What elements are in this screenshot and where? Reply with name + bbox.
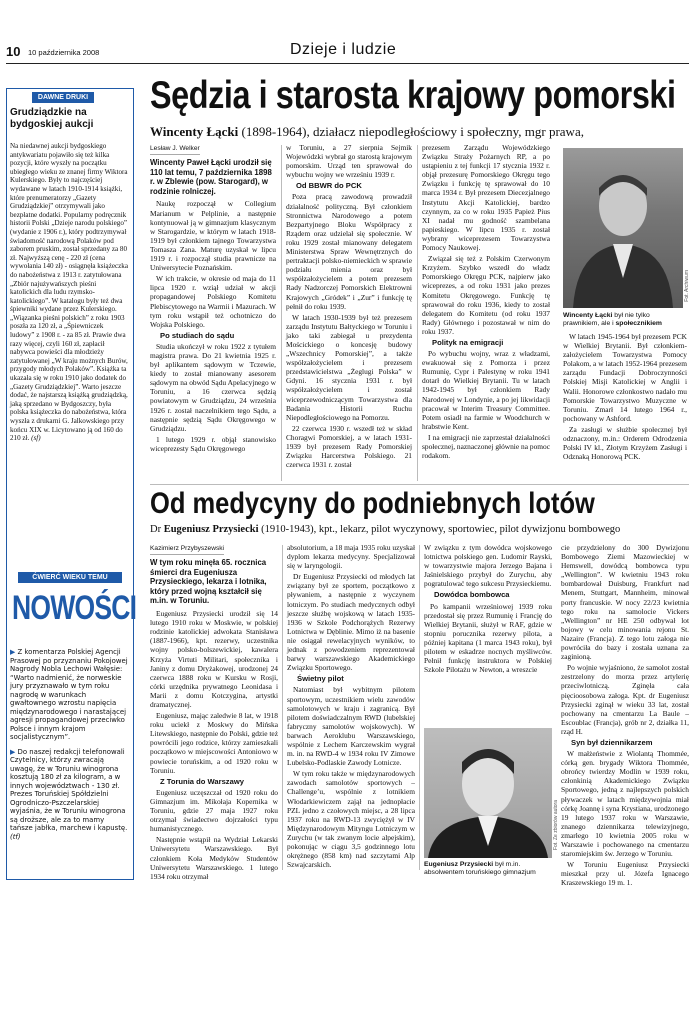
article2-col3 (424, 543, 552, 676)
article2-p10: Po kampanii wrześniowej 1939 roku przedostał się przez Rumunię i Francję do Wielkiej Brytanii, służył w RAF, gdzie w stopniu porucznika rezerwy pilota, a później kapitana (1 marca 1943 roku), był pilotem w eskadrze nocnych myśliwców. Pełnił funkcję instruktora w Polskiej Szkole Pilotażu w Newton, a wreszcie (424, 601, 552, 675)
article2-col1 (150, 543, 278, 883)
article2-sub1: Z Torunia do Warszawy (160, 776, 244, 786)
article1-p11: Po wybuchu wojny, wraz z władzami, ewakuował się z Pomorza i przez Rumunię, Cypr i Palestynę w roku 1941 dotarł do Wielkiej Brytanii. Tu w latach 1942-1945 był członkiem Rady Narodowej w Londynie, a po jej likwidacji pracował w Interim Treasury Committee. Potem osiadł na farmie w Woodchurch w hrabstwie Kent. (422, 349, 550, 431)
article2-subheadline-name: Eugeniusz Przysiecki (163, 524, 259, 535)
article1-p12: I na emigracji nie zaprzestał działalności społecznej, naznaczonej głównie na pomoc rodakom. (422, 432, 550, 461)
article2-author: Kazimierz Przybyszewski (150, 544, 224, 555)
sidebar-auction-body: Na niedawnej aukcji bydgoskiego antykwariatu pojawiło się też kilka pozycji, które wyszły na początku ubiegłego wieku ze znanej firmy Wiktora Kulerskiego. Były to najczęściej wydawane w latach 1910-1914 książki, które prenumeratorzy „Gazety Grudziądzkiej” otrzymywali jako bezpłatne dodatki. Popularny podręcznik historii Polski „Dzieje narodu polskiego” (wydanie z 1906 r.), który podtrzymywał świadomość narodową Polaków pod zaborem pruskim, został sprzedany za 80 zł. Najwyższą cenę - 220 zł (cena wywołania 140 zł) - osiągnęła książeczka do nabożeństwa z 1913 r. zatytułowana „Zbiór najużywańszych pieśni katolickich dla ludu rzymsko-katolickiego”. W katalogu były też dwa śpiewniki wydane przez Kulerskiego. „Wiązanka pieśni polskich” z roku 1903 poszła za 120 zł, a „Śpiewniczek ludowy” z 1908 r. - za 85 zł. Prawie dwa razy więcej, czyli 160 zł, zapłacił nabywca powieści dla młodzieży zatytułowanej „W kraju możnych Burów, przygody młodych Polaków”. Książka ta ukazała się w roku 1910 jako dodatek do „Gazety Grudziądzkiej”. Warto jeszcze dodać, że najstarszą książką grudziądzką, jaką sprzedano w Bydgoszczy, była polska książeczka do nabożeństwa, która wyszła z drukarni G. Jalkowskiego przy końcu XIX w. Licytowano ją od 160 do 210 zł. (10, 142, 128, 443)
article1-p13: W latach 1945-1964 był prezesem PCK w Wielkiej Brytanii. Był członkiem-założycielem Towarzystwa Pomocy Polakom, a w latach 1952-1964 prezesem zarządu Fundacji Dobroczynności Polskiej Misji Katolickiej w Anglii i Walii. Honorowe członkostwo nadało mu Pomorskie Towarzystwo Muzyczne w Toruniu. Zmarł 14 lutego 1964 r., pochowany w Ashford. (563, 332, 687, 423)
article2-p13: W małżeństwie z Wiolantą Thommée, córką gen. brygady Wiktora Thommée, obrońcy twierdzy Modlin w 1939 roku, członkinią Akademickiego Związku Sportowego, jedną z najlepszych polskich pływaczek w latach międzywojnia miał córkę Joannę i syna Krystiana, urodzonego 19 lutego 1937 roku w Warszawie, znanego dziennikarza telewizyjnego, zmarłego 10 kwietnia 2005 roku w Warszawie i pochowanego na cmentarzu staromiejskim św. Jerzego w Toruniu. (561, 749, 689, 859)
article2-lead: W tym roku minęła 65. rocznica śmierci dra Eugeniusza Przysieckiego, lekarza i lotnika, który przed wojną kształcił się m.in. w Toruniu. (150, 558, 267, 606)
article1-sub3: Polityk na emigracji (432, 337, 504, 347)
sidebar-title-auction: Grudziądzkie na bydgoskiej aukcji (10, 107, 94, 130)
article2-sub2: Świetny pilot (297, 674, 344, 684)
sidebar-news-list (10, 648, 128, 841)
article1-sub1: Po studiach do sądu (160, 330, 235, 340)
article2-sub4: Syn był dziennikarzem (571, 737, 653, 747)
article2-subheadline-rest: (1910-1943), kpt., lekarz, pilot wyczynowy, sportowiec, pilot dywizjonu bombowego (258, 524, 621, 535)
article2-p11: cie przydzielony do 300 Dywizjonu Bombowego Ziemi Mazowieckiej w Hemswell, dowódcą bombowca typu „Wellington”. W kwietniu 1943 roku bombardował Duisburg, Frankfurt nad Menem, Stuttgart, Mannheim, minował porty francuskie. W nocy 22/23 kwietnia tego roku na samolocie Vickers „Wellington” nr HE 250 odbywał lot bojowy w celu minowania rejonu St. Nazaire (Francja). Z tego lotu załoga nie powróciła do bazy i została uznana za zaginioną. (561, 543, 689, 662)
article1-col3 (422, 143, 550, 462)
article2-p8: W tym roku także w międzynarodowych zawodach samolotów sportowych – Challenge’u, wspólnie z lotnikiem Włodarkiewiczem zajął na jednopłacie PZL jedno z czołowych miejsc, a 28 lipca 1937 roku na RWD-13 zwyciężył w IV Międzynarodowym Mityngu Lotniczym w Zurychu (w tak zwanym locie alpejskim), pokonując w ciągu 3,5 godzinnego lotu okrężnego (858 km) nad szczytami Alp Szwajcarskich. (287, 769, 415, 870)
page-date: 10 października 2008 (28, 48, 100, 57)
article1-col4 (563, 332, 687, 463)
article2-sub3: Dowódca bombowca (434, 590, 510, 600)
article2-p5: absolutorium, a 18 maja 1935 roku uzyskał dyplom lekarza medycyny. Specjalizował się w laryngologii. (287, 543, 415, 571)
article1-subheadline-rest: (1898-1964), działacz niepodległościowy i społeczny, mgr prawa, (238, 124, 584, 139)
photo2-credit: Fot. Ze zbiorów autora (553, 800, 559, 851)
photo2-caption-name: Eugeniusz Przysiecki (424, 861, 494, 868)
article1-p4: 1 lutego 1929 r. objął stanowisko wiceprezesty Sądu Okręgowego (150, 434, 276, 453)
article2-headline: Od medycyny do podniebnych lotów (150, 487, 595, 520)
photo1-caption-mid: był nie tylko prawnikiem, ale i (563, 312, 650, 328)
article2-p4: Następnie wstąpił na Wydział Lekarski Uniwersytetu Warszawskiego. Był członkiem Koła Medyków Studentów Uniwersytetu Warszawskiego. 1 lutego 1934 roku otrzymał (150, 835, 278, 881)
article2-p14: W Toruniu Eugeniusz Przysiecki mieszkał przy ul. Józefa Ignacego Kraszewskiego 19 m. 1. (561, 860, 689, 888)
bullet-icon: ▶ (10, 648, 16, 656)
photo1-caption-name: Wincenty Łącki (563, 312, 613, 319)
portrait-icon (424, 728, 552, 858)
news-item-nobel-text: Z komentarza Polskiej Agencji Prasowej po przyznaniu Pokojowej Nagrody Nobla Lechowi Wałęsie: “Warto nadmienić, że norweskie jury przyznawało w tym roku nagrodę w warunkach gwałtownego wzrostu napięcia międzynarodowego i narastającej agresji propagandowej przeciwko Polsce i innym krajom socjalistycznym”. (10, 648, 128, 741)
article2-p2: Eugeniusz, mając zaledwie 8 lat, w 1918 roku uciekł z Moskwy do Mińska Litewskiego, następnie do Polski, gdzie też powrócili jego rodzice, którzy zamieszkali początkowo w miejscowości Antoniowo w powiecie toruńskim, a od 1920 roku w Toruniu. (150, 711, 278, 775)
article1-col2 (286, 143, 412, 471)
article1-p3: Studia ukończył w roku 1922 z tytułem magistra prawa. Do 21 kwietnia 1925 r. był aplikantem sądowym w Tczewie, kiedy to został mianowany asesorem sądowym na obwód Sądu Apelacyjnego w Toruniu, a 16 czerwca sędzią powiatowym w Grudziądzu, 24 września 1926 r. został naczelnikiem tego Sądu, a następnie sędzią Sądu Okręgowego w Grudziądzu. (150, 341, 276, 433)
article1-p6: Poza pracą zawodową prowadził działalność polityczną. Był członkiem Stronnictwa Narodowego a potem Bezpartyjnego Bloku Współpracy z Rządem oraz udzielał się społecznie. W roku 1929 został mianowany delegatem Ministerstwa Spraw Wewnętrznych do pertraktacji polsko-niemieckich w sprawie podziału mienia oraz był współzałożycielem a potem prezesem Rady Nadzorczej Pomorskich Elektrowni Krajowych „Gródek” i „Zur” i funkcję tę pełnił do roku 1939. (286, 192, 412, 311)
article2-col2 (287, 543, 415, 871)
article1-sub2: Od BBWR do PCK (296, 181, 362, 191)
article1-subheadline-name: Wincenty Łącki (150, 124, 239, 139)
article2-p1: Eugeniusz Przysiecki urodził się 14 lutego 1910 roku w Moskwie, w polskiej rodzinie katolickiej adwokata Stanisława (1887-1966), kpt. rezerwy, uczestnika wojny polsko-bolszewickiej, kawalera Krzyża Virtuti Militari, społecznika i Janiny z domu Dryżakowej, urodzonej 24 czerwca 1888 roku w Kursku w Rosji, córki urzędnika prywatnego Leonidasa i Marii z domu Kotczygina, artystki dramatycznej. (150, 609, 278, 709)
article2-col4 (561, 543, 689, 889)
news-item-nobel (10, 648, 128, 742)
portrait-icon (563, 148, 683, 308)
article1-p9: prezesem Zarządu Wojewódzkiego Związku Straży Pożarnych RP, a po ustąpieniu z tej funkcji 17 stycznia 1932 r. objął prezesurę Pomorskiego Okręgu tego Związku i funkcję tę sprawował do 10 marca 1934 r. Był prezesem Diecezjalnego Instytutu Akcji Katolickiej, bardzo czynnym, za co w roku 1935 Papież Pius XI nadał mu godność szambelana papieskiego. W lipcu 1935 r. został wybrany wiceprezesem Towarzystwa Pomocy Naukowej. (422, 143, 550, 253)
article1-p10: Związał się też z Polskim Czerwonym Krzyżem. Szybko wszedł do władz Pomorskiego Okręgu PCK, najpierw jako wiceprezes, a od roku 1931 jako prezes Komitetu Okręgowego. Funkcję tę sprawował do roku 1936, kiedy to został delegatem do Komitetu (od roku 1937 Rady) Głównego i pozostawał w nim do roku 1937. (422, 254, 550, 336)
article-divider (150, 484, 689, 485)
article1-headline: Sędzia i starosta krajowy pomorski (150, 74, 676, 117)
photo1-caption-end: społecznikiem (615, 320, 662, 328)
article2-p3: Eugeniusz uczęszczał od 1920 roku do Gimnazjum im. Mikołaja Kopernika w Toruniu, gdzie 27 maja 1927 roku otrzymał świadectwo dojrzałości typu humanistycznego. (150, 787, 278, 834)
news-item-grapes (10, 748, 128, 842)
section-title: Dzieje i ludzie (290, 41, 397, 58)
sidebar-text-auction (10, 142, 128, 443)
news-item-grapes-text: Do naszej redakcji telefonowali Czytelnicy, którzy zwracają uwagę, że w Toruniu winogrona kosztują 180 zł za kilogram, a w innych województwach - 130 zł. Prezes Toruńskiej Spółdzielni Ogrodniczo-Pszczelarskiej wyjaśnia, że w Toruniu winogrona są droższe, ale za to mamy tańsze jabłka, marchew i kapustę. (10, 747, 128, 832)
header-rule (6, 63, 689, 64)
article2-p6: Dr Eugeniusz Przysiecki od młodych lat związany był ze sportem, początkowo z pływaniem, a następnie z wyczynem lotniczym. Po studiach medycznych odbył jeszcze służbę wojskową w latach 1935-1936 w Szkole Podchorążych Rezerwy Lotnictwa w Dęblinie. Mimo iż na basenie nie osiągał rewelacyjnych wyników, to jednak z powodzeniem reprezentował barwy warszawskiego Akademickiego Związku Sportowego. (287, 572, 415, 673)
article2-p7: Natomiast był wybitnym pilotem sportowym, uczestnikiem wielu zawodów samolotowych w kraju i zagranicą. Był pilotem doświadczalnym RWD (lubelskiej fabryczny samolotów wojskowych). W barwach Aeroklubu Warszawskiego, wspólnie z Lechem Karczewskim wygrał m. in. na RWD-4 w 1934 roku IV Zimowe Lubelsko-Podlaskie Zawody Lotnicze. (287, 685, 415, 768)
article1-col1 (150, 143, 276, 455)
article2-subheadline-pre: Dr (150, 524, 164, 535)
photo1-caption (563, 312, 687, 329)
photo2-caption-rest: był m.in. absolwentem toruńskiego gimnazjum (424, 861, 536, 877)
sidebar-tag-cwierc-wieku: ĆWIERĆ WIEKU TEMU (18, 572, 122, 583)
photo-eugeniusz-przysiecki (424, 728, 552, 858)
sidebar-tag-dawne-druki: DAWNE DRUKI (32, 92, 94, 103)
photo1-credit: Fot. Archiwum (684, 270, 690, 302)
photo-wincenty-lacki (563, 148, 683, 308)
article1-p1: Naukę rozpoczął w Collegium Marianum w Pelplinie, a następnie kontynuował ją w gimnazjum klasycznym w Starogardzie, w którym w latach 1918-1919 był członkiem tajnego Towarzystwa Tomasza Zana. Maturę uzyskał w lipcu 1919 r. i rozpoczął studia prawnicze na Uniwersytecie Poznańskim. (150, 199, 276, 273)
article2-p9: W związku z tym dowódca wojskowego lotnictwa polskiego gen. Ludomir Rayski, w towarzystwie majora Jerzego Bajana i Jaśnielskiego przybył do Zurychu, aby pogratulować tego sukcesu Przysieckiemu. (424, 543, 552, 589)
bullet-icon: ▶ (10, 747, 16, 756)
article1-p14: Za zasługi w służbie społecznej był odznaczony, m.in.: Orderem Odrodzenia Polski IV kl., Złotym Krzyżem Zasługi i Odznaką Honorową PCK. (563, 424, 687, 462)
article1-p5: w Toruniu, a 27 sierpnia Sejmik Wojewódzki wybrał go starostą krajowym pomorskim. Urząd ten sprawował do wybuchu wojny we wrześniu 1939 r. (286, 143, 412, 180)
article1-p2: W ich trakcie, w okresie od maja do 11 lipca 1920 r. wziął udział w akcji propagandowej Polskiego Komitetu Plebiscytowego na Warmii i Mazurach. W tym roku wstąpił też ochotniczo do Wojska Polskiego. (150, 274, 276, 329)
nowosci-logo: NOWOŚCI (12, 589, 137, 627)
article1-lead: Wincenty Paweł Łącki urodził się 110 lat temu, 7 października 1898 r. w Zblewie (pow. Starogard), w rodzinie rolniczej. (150, 158, 272, 196)
article1-p8: 22 czerwca 1930 r. wszedł też w skład Choragwi Pomorskiej, a w latach 1931-1939 był prezesem Rady Pomorskiej Związku Harcerstwa Polskiego. 21 czerwca 1931 r. został (286, 423, 412, 470)
news-item-grapes-sign: (tf) (10, 832, 21, 841)
sidebar-auction-sign: (sf) (31, 434, 41, 443)
article1-subheadline (150, 124, 690, 140)
photo2-caption (424, 861, 554, 878)
article2-subheadline (150, 524, 695, 535)
page-number: 10 (6, 44, 21, 59)
article2-p12: Po wojnie wyjaśniono, że samolot został zestrzelony do morza przez artylerię przeciwlotniczą. Zginęła cała pięcioosobowa załoga. Kpt. dr Eugeniusz Przysiecki zginął w wieku 33 lat, został pochowany na cmentarzu La Baule – Escoublac (Francja), grób nr 2, działka 11, rząd H. (561, 663, 689, 736)
article1-author: Lesław J. Welker (150, 144, 200, 155)
article1-p7: W latach 1930-1939 był też prezesem zarządu Instytutu Bałtyckiego w Toruniu i jako taki zabiegał u prezydenta Mościckiego o koncesję budowy „Wszechnicy Pomorskiej”, a także współzałożycielem i prezesem przedstawicielstwa „Żeglugi Polska” w Gdyni. 16 stycznia 1931 r. był współzałożycielem i został wiceprzewodniczącym Towarzystwa dla Badania Historii Ruchu Niepodległościowego na Pomorzu. (286, 312, 412, 422)
